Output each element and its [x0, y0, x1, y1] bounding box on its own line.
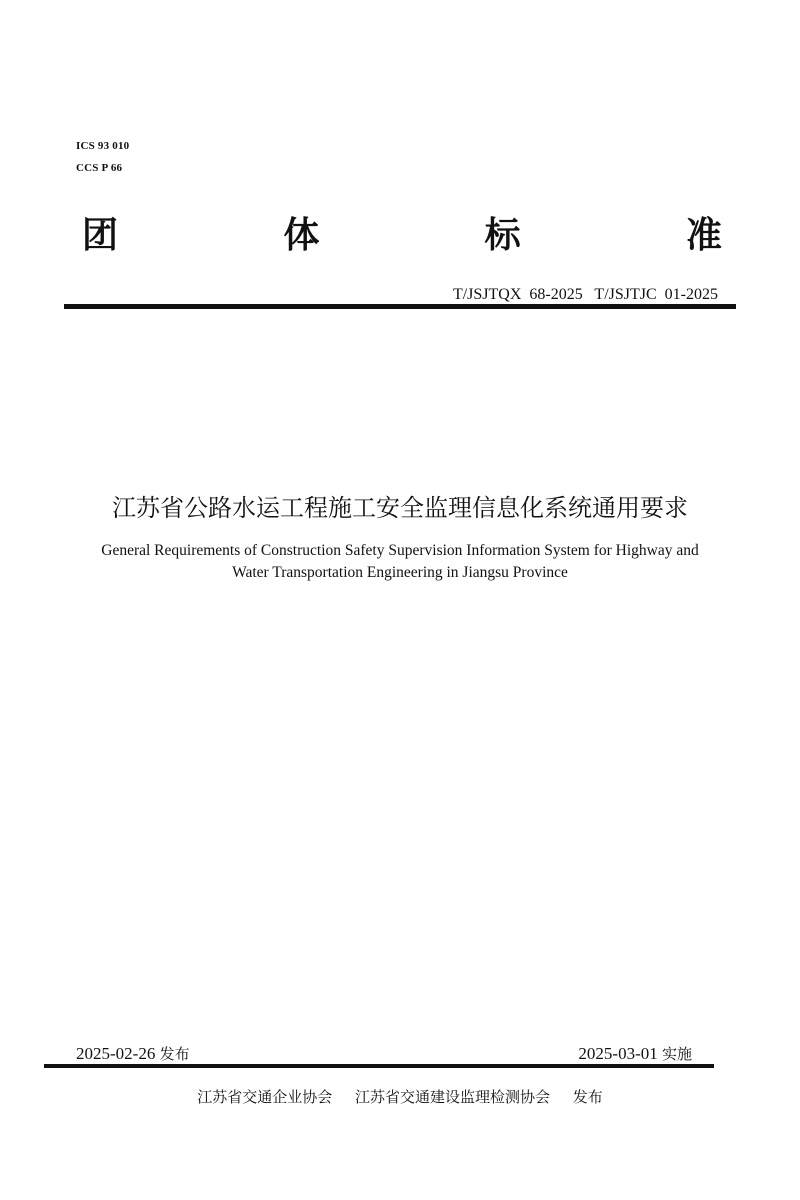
title-english: [0, 540, 800, 584]
publish-date-value: 2025-02-26: [76, 1044, 156, 1063]
standard-type-char: 标: [484, 215, 521, 256]
top-divider: [64, 304, 736, 309]
publish-date: [76, 1043, 190, 1064]
publisher-org: 江苏省交通建设监理检测协会: [354, 1088, 550, 1106]
ics-code: ICS 93 010: [76, 140, 130, 152]
ccs-code: CCS P 66: [76, 162, 123, 174]
implement-label: 实施: [661, 1045, 692, 1063]
implement-date: [578, 1043, 692, 1064]
title-english-line: General Requirements of Construction Safety Supervision Information System for Highway and: [101, 542, 699, 559]
title-chinese: 江苏省公路水运工程施工安全监理信息化系统通用要求: [112, 494, 688, 522]
publisher-org: 江苏省交通企业协会: [197, 1088, 333, 1106]
standard-type-heading: [82, 212, 722, 260]
standard-type-char: 团: [82, 215, 119, 256]
publisher-action: 发布: [572, 1088, 603, 1106]
publishers-line: [0, 1086, 800, 1107]
dates-row: [76, 1043, 692, 1064]
implement-date-value: 2025-03-01: [578, 1044, 658, 1063]
standard-type-char: 准: [685, 215, 722, 256]
standard-type-char: 体: [283, 215, 320, 256]
standard-numbers: T/JSJTQX 68-2025 T/JSJTJC 01-2025: [452, 286, 718, 303]
title-english-line: Water Transportation Engineering in Jiangsu Province: [232, 564, 568, 581]
bottom-divider: [44, 1064, 714, 1068]
publish-label: 发布: [159, 1045, 190, 1063]
